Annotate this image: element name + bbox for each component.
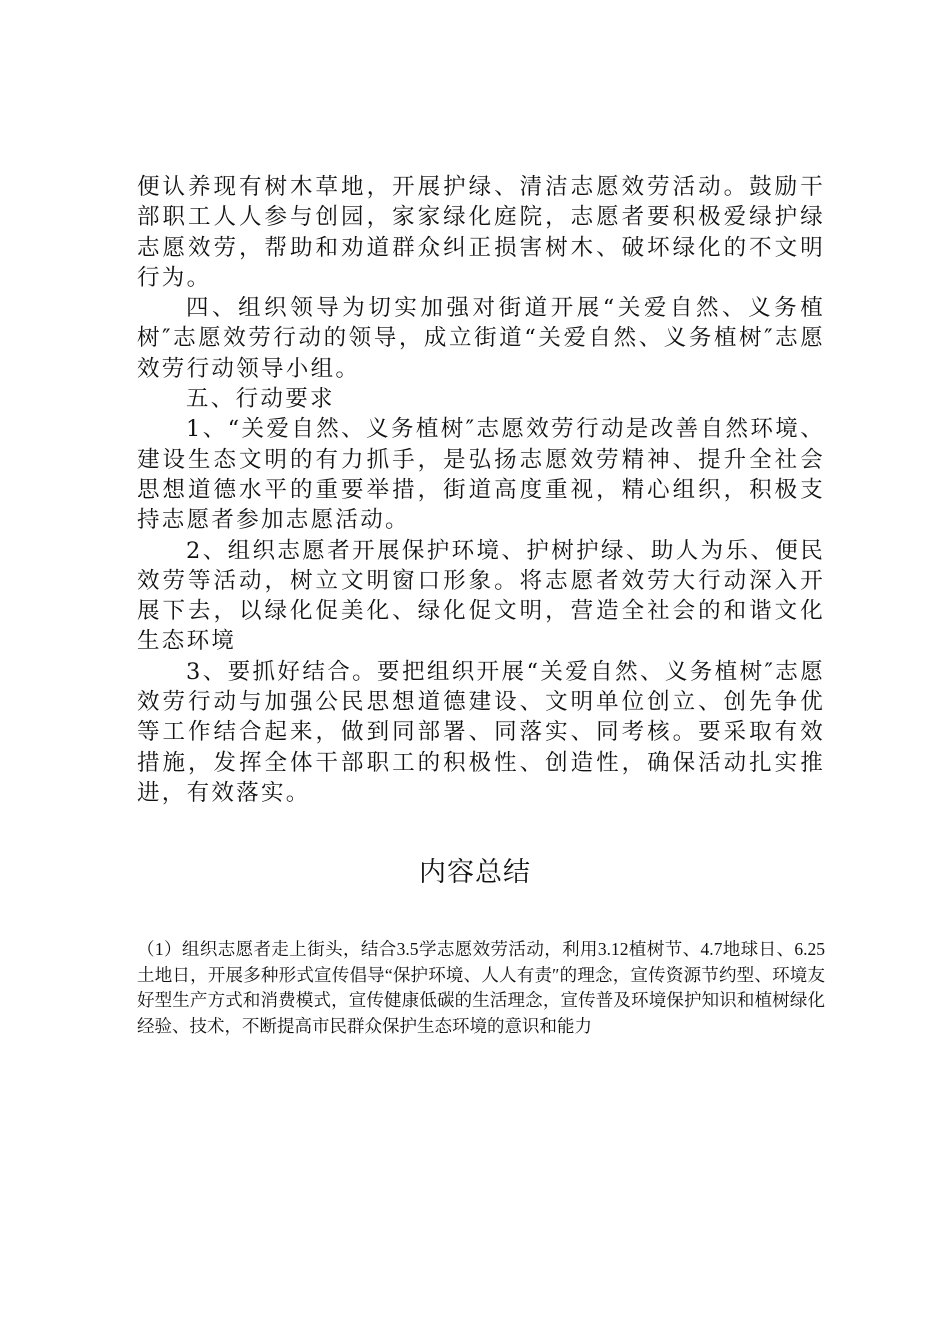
paragraph-requirement-1: 1、“关爱自然、义务植树″志愿效劳行动是改善自然环境、建设生态文明的有力抓手，是弘扬志愿效劳精神、提升全社会思想道德水平的重要举措，街道高度重视，精心组织，积极支持志愿者参加志愿活动。 (137, 416, 825, 534)
section-heading-action-requirements: 五、行动要求 (186, 386, 335, 413)
paragraph-requirement-3: 3、要抓好结合。要把组织开展“关爱自然、义务植树″志愿效劳行动与加强公民思想道德建设、文明单位创立、创先争优等工作结合起来，做到同部署、同落实、同考核。要采取有效措施，发挥全体干部职工的积极性、创造性，确保活动扎实推进，有效落实。 (137, 658, 825, 806)
summary-paragraph: （1）组织志愿者走上街头，结合3.5学志愿效劳活动，利用3.12植树节、4.7地球日、6.25土地日，开展多种形式宣传倡导“保护环境、人人有责″的理念，宣传资源节约型、环境友好型生产方式和消费模式，宣传健康低碳的生活理念，宣传普及环境保护知识和植树绿化经验、技术，不断提高市民群众保护生态环境的意识和能力 (137, 939, 825, 1036)
paragraph-greening-continuation: 便认养现有树木草地，开展护绿、清洁志愿效劳活动。鼓励干部职工人人参与创园，家家绿化庭院，志愿者要积极爱绿护绿志愿效劳，帮助和劝道群众纠正损害树木、破坏绿化的不文明行为。 (137, 174, 825, 291)
summary-title: 内容总结 (419, 857, 531, 888)
document-body (137, 172, 825, 808)
paragraph-requirement-2: 2、组织志愿者开展保护环境、护树护绿、助人为乐、便民效劳等活动，树立文明窗口形象。将志愿者效劳大行动深入开展下去，以绿化促美化、绿化促文明，营造全社会的和谐文化生态环境 (137, 537, 825, 655)
summary-body (137, 937, 825, 1039)
paragraph-organization-leadership: 四、组织领导为切实加强对街道开展“关爱自然、义务植树″志愿效劳行动的领导，成立街道“关爱自然、义务植树″志愿效劳行动领导小组。 (137, 295, 825, 382)
